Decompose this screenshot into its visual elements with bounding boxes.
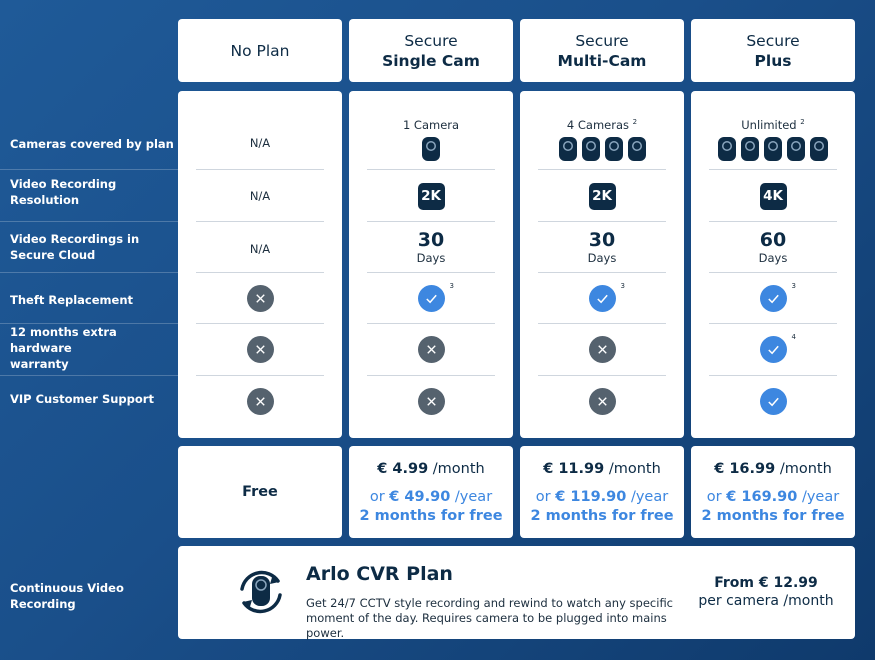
free-label: Free bbox=[242, 484, 278, 500]
camera-icon bbox=[787, 137, 805, 161]
footnote: 4 bbox=[791, 332, 796, 341]
plan-features-single-cam bbox=[349, 91, 513, 438]
camera-icon bbox=[422, 137, 440, 161]
cross-icon bbox=[589, 336, 616, 363]
plan-header-no-plan[interactable] bbox=[178, 19, 342, 82]
cvr-price-from: From € 12.99 bbox=[714, 575, 818, 591]
plan-name-line1: Secure bbox=[404, 31, 458, 50]
camera-icon bbox=[810, 137, 828, 161]
cloud-days-unit: Days bbox=[587, 250, 617, 265]
cloud-days-number: 30 bbox=[588, 228, 616, 251]
check-icon bbox=[418, 281, 454, 312]
promo-text: 2 months for free bbox=[359, 507, 503, 524]
row-label-resolution: Video Recording Resolution bbox=[10, 177, 117, 207]
check-icon bbox=[589, 281, 625, 312]
monthly-unit: /month bbox=[775, 460, 832, 477]
row-divider bbox=[0, 169, 178, 170]
yearly-price: € 169.90 bbox=[726, 488, 798, 505]
promo-text: 2 months for free bbox=[701, 507, 845, 524]
plan-name-line1: Secure bbox=[746, 31, 800, 50]
row-label-cloud: Video Recordings in Secure Cloud bbox=[10, 232, 140, 262]
plan-name: No Plan bbox=[230, 41, 290, 60]
cross-icon bbox=[247, 388, 274, 415]
cross-icon bbox=[418, 388, 445, 415]
camera-icons bbox=[559, 137, 646, 161]
resolution-badge: 2K bbox=[589, 183, 616, 210]
monthly-price: € 16.99 bbox=[714, 460, 776, 477]
na-value: N/A bbox=[249, 189, 271, 203]
resolution-badge: 4K bbox=[760, 183, 787, 210]
cvr-title: Arlo CVR Plan bbox=[306, 563, 453, 585]
footnote: 2 bbox=[632, 117, 638, 126]
cvr-price bbox=[691, 574, 841, 610]
cloud-days-unit: Days bbox=[416, 250, 446, 265]
footnote: 3 bbox=[620, 281, 625, 290]
plan-header-plus[interactable] bbox=[691, 19, 855, 82]
row-label-cvr: Continuous Video Recording bbox=[10, 581, 124, 611]
camera-icon bbox=[741, 137, 759, 161]
plan-name-line1: Secure bbox=[575, 31, 629, 50]
cross-icon bbox=[247, 336, 274, 363]
check-icon bbox=[760, 388, 787, 415]
camera-icons bbox=[422, 137, 440, 161]
monthly-unit: /month bbox=[604, 460, 661, 477]
camera-icons bbox=[718, 137, 828, 161]
yearly-unit: /year bbox=[626, 488, 669, 505]
row-label-warranty: 12 months extra hardware warranty bbox=[10, 325, 117, 371]
row-label-vip: VIP Customer Support bbox=[10, 392, 154, 406]
cross-icon bbox=[247, 285, 274, 312]
row-label-theft: Theft Replacement bbox=[10, 293, 134, 307]
cvr-description: Get 24/7 CCTV style recording and rewind to watch any specific moment of the day. Requires camera to be plugged into mains power. bbox=[306, 596, 674, 640]
yearly-price: € 119.90 bbox=[555, 488, 627, 505]
plan-name-line2: Single Cam bbox=[382, 51, 480, 70]
yearly-price: € 49.90 bbox=[389, 488, 451, 505]
plan-features-no-plan bbox=[178, 91, 342, 438]
footnote: 3 bbox=[449, 281, 454, 290]
or-text: or bbox=[706, 488, 727, 505]
price-card-plus[interactable] bbox=[691, 446, 855, 538]
camera-icon bbox=[605, 137, 623, 161]
or-text: or bbox=[369, 488, 390, 505]
cross-icon bbox=[589, 388, 616, 415]
cloud-days-unit: Days bbox=[758, 250, 788, 265]
yearly-unit: /year bbox=[797, 488, 840, 505]
monthly-price: € 4.99 bbox=[377, 460, 429, 477]
na-value: N/A bbox=[249, 242, 271, 256]
camera-icon bbox=[628, 137, 646, 161]
footnote: 2 bbox=[800, 117, 805, 126]
na-value: N/A bbox=[249, 136, 271, 150]
plan-header-multi-cam[interactable] bbox=[520, 19, 684, 82]
cvr-price-unit: per camera /month bbox=[698, 593, 834, 609]
price-card-single-cam[interactable] bbox=[349, 446, 513, 538]
row-divider bbox=[0, 375, 178, 376]
cameras-count: 1 Camera bbox=[402, 117, 460, 132]
check-icon bbox=[760, 332, 796, 363]
price-card-multi-cam[interactable] bbox=[520, 446, 684, 538]
cross-icon bbox=[418, 336, 445, 363]
or-text: or bbox=[535, 488, 556, 505]
camera-icon bbox=[764, 137, 782, 161]
plan-name-line2: Plus bbox=[754, 51, 792, 70]
plan-header-single-cam[interactable] bbox=[349, 19, 513, 82]
cloud-days-number: 30 bbox=[417, 228, 445, 251]
camera-icon bbox=[582, 137, 600, 161]
cvr-plan-card[interactable] bbox=[178, 546, 855, 639]
cameras-count: Unlimited $^2$ bbox=[741, 117, 805, 132]
resolution-badge: 2K bbox=[418, 183, 445, 210]
row-divider bbox=[0, 221, 178, 222]
row-label-cameras: Cameras covered by plan bbox=[10, 137, 174, 151]
yearly-unit: /year bbox=[450, 488, 493, 505]
footnote: 3 bbox=[791, 281, 796, 290]
check-icon bbox=[760, 281, 796, 312]
plan-features-plus bbox=[691, 91, 855, 438]
price-card-no-plan[interactable] bbox=[178, 446, 342, 538]
cameras-count: 4 Cameras $^2$ bbox=[566, 117, 638, 132]
promo-text: 2 months for free bbox=[530, 507, 674, 524]
row-divider bbox=[0, 272, 178, 273]
monthly-price: € 11.99 bbox=[543, 460, 605, 477]
plan-name-line2: Multi-Cam bbox=[557, 51, 647, 70]
plan-features-multi-cam bbox=[520, 91, 684, 438]
camera-icon bbox=[559, 137, 577, 161]
monthly-unit: /month bbox=[428, 460, 485, 477]
cloud-days-number: 60 bbox=[759, 228, 787, 251]
camera-icon bbox=[718, 137, 736, 161]
cvr-rewind-icon bbox=[232, 563, 290, 621]
